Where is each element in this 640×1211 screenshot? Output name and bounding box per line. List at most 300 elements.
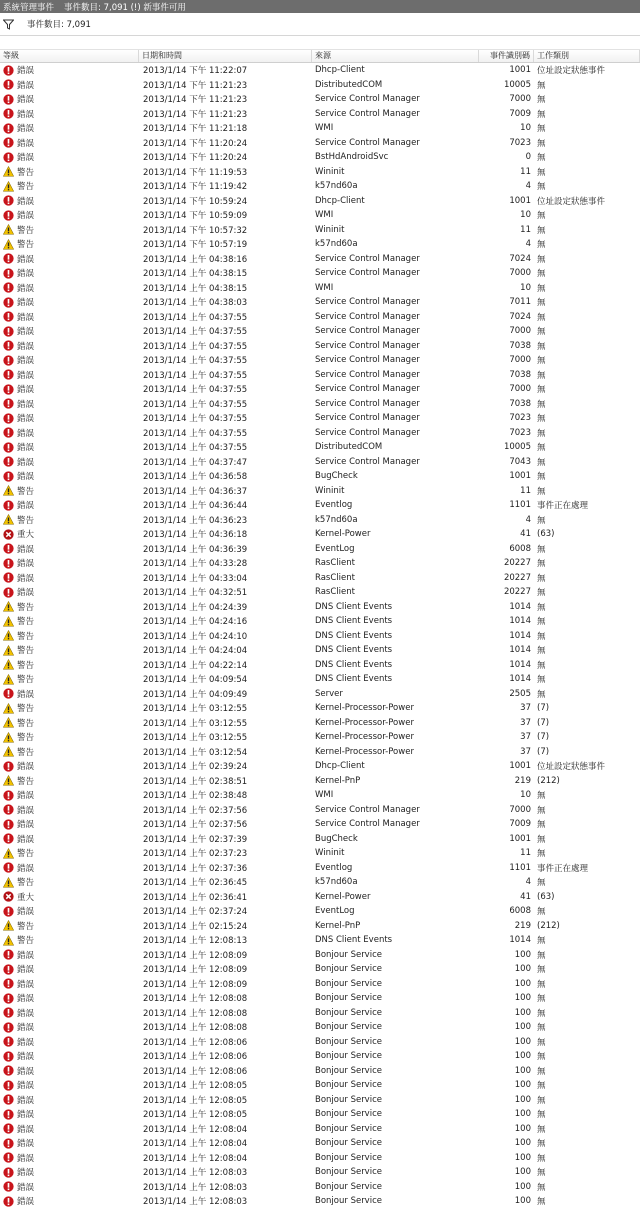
event-id-cell: 7038 — [509, 369, 531, 380]
level-cell — [0, 166, 139, 178]
table-row[interactable] — [0, 571, 640, 586]
task-category-cell: 無 — [537, 1168, 546, 1179]
error-icon — [3, 137, 17, 148]
task-category-cell: 無 — [537, 1052, 546, 1063]
level-label: 錯誤 — [17, 312, 35, 323]
table-row[interactable] — [0, 252, 640, 267]
level-label: 錯誤 — [17, 501, 35, 512]
table-row[interactable] — [0, 759, 640, 774]
task-category-cell: (7) — [537, 717, 550, 728]
date-cell: 2013/1/14 上午 02:38:48 — [143, 791, 248, 802]
source-cell: RasClient — [315, 572, 355, 583]
date-cell: 2013/1/14 上午 04:37:55 — [143, 399, 248, 410]
error-icon — [3, 1007, 17, 1018]
source-cell: Wininit — [315, 166, 345, 177]
error-icon — [3, 268, 17, 279]
task-category-cell: 無 — [537, 820, 546, 831]
date-cell: 2013/1/14 下午 11:21:18 — [143, 124, 248, 135]
table-row[interactable] — [0, 1151, 640, 1166]
level-label: 警告 — [17, 225, 35, 236]
task-category-cell: 無 — [537, 182, 546, 193]
event-id-cell: 1001 — [509, 833, 531, 844]
table-row[interactable] — [0, 962, 640, 977]
table-row[interactable] — [0, 1093, 640, 1108]
level-cell — [0, 311, 139, 323]
task-category-cell: 無 — [537, 269, 546, 280]
event-id-cell: 1001 — [509, 471, 531, 482]
source-cell: Server — [315, 688, 343, 699]
table-row[interactable] — [0, 121, 640, 136]
error-icon — [3, 978, 17, 989]
error-icon — [3, 1138, 17, 1149]
level-label: 警告 — [17, 617, 35, 628]
level-cell — [0, 673, 139, 685]
date-cell: 2013/1/14 上午 04:38:15 — [143, 283, 248, 294]
level-cell — [0, 891, 139, 903]
date-cell: 2013/1/14 上午 04:37:55 — [143, 443, 248, 454]
event-id-cell: 7000 — [509, 268, 531, 279]
task-category-cell: 無 — [537, 1139, 546, 1150]
error-icon — [3, 1065, 17, 1076]
event-id-cell: 0 — [525, 152, 531, 163]
source-cell: Service Control Manager — [315, 804, 420, 815]
source-cell: Bonjour Service — [315, 1152, 382, 1163]
source-cell: Service Control Manager — [315, 297, 420, 308]
warning-icon — [3, 645, 17, 656]
table-row[interactable] — [0, 1165, 640, 1180]
level-cell — [0, 775, 139, 787]
date-cell: 2013/1/14 上午 12:08:03 — [143, 1182, 248, 1193]
critical-icon — [3, 891, 17, 902]
event-id-cell: 1101 — [509, 500, 531, 511]
task-category-cell: 無 — [537, 878, 546, 889]
task-category-cell: 無 — [537, 588, 546, 599]
table-row[interactable] — [0, 324, 640, 339]
table-row[interactable] — [0, 353, 640, 368]
event-id-cell: 7043 — [509, 456, 531, 467]
error-icon — [3, 427, 17, 438]
level-label: 錯誤 — [17, 791, 35, 802]
source-cell: Service Control Manager — [315, 369, 420, 380]
error-icon — [3, 543, 17, 554]
date-cell: 2013/1/14 上午 02:37:23 — [143, 849, 248, 860]
task-category-cell: 無 — [537, 414, 546, 425]
table-row[interactable] — [0, 1122, 640, 1137]
level-label: 警告 — [17, 240, 35, 251]
task-category-cell: 無 — [537, 994, 546, 1005]
error-icon — [3, 906, 17, 917]
level-cell — [0, 1137, 139, 1149]
source-cell: Bonjour Service — [315, 1007, 382, 1018]
column-header-task-category[interactable]: 工作類別 — [534, 50, 640, 62]
table-row[interactable] — [0, 875, 640, 890]
event-id-cell: 20227 — [503, 558, 531, 569]
table-row[interactable] — [0, 788, 640, 803]
level-label: 錯誤 — [17, 327, 35, 338]
task-category-cell: 無 — [537, 153, 546, 164]
date-cell: 2013/1/14 上午 04:37:47 — [143, 457, 248, 468]
table-row[interactable] — [0, 919, 640, 934]
date-cell: 2013/1/14 上午 03:12:55 — [143, 733, 248, 744]
table-row[interactable] — [0, 107, 640, 122]
source-cell: Bonjour Service — [315, 1167, 382, 1178]
date-cell: 2013/1/14 下午 11:22:07 — [143, 66, 248, 77]
level-label: 錯誤 — [17, 1153, 35, 1164]
filter-icon[interactable] — [3, 18, 17, 30]
event-id-cell: 7000 — [509, 804, 531, 815]
level-cell — [0, 630, 139, 642]
error-icon — [3, 1109, 17, 1120]
task-category-cell: 無 — [537, 109, 546, 120]
table-row[interactable] — [0, 904, 640, 919]
event-id-cell: 7024 — [509, 253, 531, 264]
error-icon — [3, 456, 17, 467]
source-cell: k57nd60a — [315, 239, 358, 250]
level-label: 錯誤 — [17, 385, 35, 396]
source-cell: BstHdAndroidSvc — [315, 152, 389, 163]
error-icon — [3, 413, 17, 424]
task-category-cell: (7) — [537, 732, 550, 743]
table-row[interactable] — [0, 745, 640, 760]
date-cell: 2013/1/14 下午 10:57:19 — [143, 240, 248, 251]
task-category-cell: 無 — [537, 240, 546, 251]
error-icon — [3, 442, 17, 453]
date-cell: 2013/1/14 下午 10:59:09 — [143, 211, 248, 222]
event-id-cell: 7023 — [509, 427, 531, 438]
date-cell: 2013/1/14 上午 04:38:03 — [143, 298, 248, 309]
error-icon — [3, 311, 17, 322]
error-icon — [3, 790, 17, 801]
event-id-cell: 1014 — [509, 645, 531, 656]
table-row[interactable] — [0, 484, 640, 499]
error-icon — [3, 993, 17, 1004]
source-cell: Bonjour Service — [315, 1036, 382, 1047]
date-cell: 2013/1/14 下午 10:57:32 — [143, 225, 248, 236]
table-row[interactable] — [0, 948, 640, 963]
table-row[interactable] — [0, 310, 640, 325]
table-row[interactable] — [0, 701, 640, 716]
date-cell: 2013/1/14 上午 04:33:28 — [143, 559, 248, 570]
source-cell: Eventlog — [315, 862, 353, 873]
error-icon — [3, 210, 17, 221]
table-row[interactable] — [0, 730, 640, 745]
table-row[interactable] — [0, 78, 640, 93]
event-id-cell: 11 — [520, 224, 531, 235]
date-cell: 2013/1/14 上午 02:37:36 — [143, 863, 248, 874]
date-cell: 2013/1/14 上午 04:24:39 — [143, 602, 248, 613]
table-row[interactable] — [0, 498, 640, 513]
level-label: 錯誤 — [17, 1081, 35, 1092]
table-row[interactable] — [0, 397, 640, 412]
column-header-event-id[interactable]: 事件識別碼 — [479, 50, 534, 62]
level-label: 錯誤 — [17, 689, 35, 700]
error-icon — [3, 1080, 17, 1091]
task-category-cell: 無 — [537, 1095, 546, 1106]
source-cell: WMI — [315, 790, 334, 801]
task-category-cell: 無 — [537, 283, 546, 294]
table-row[interactable] — [0, 368, 640, 383]
source-cell: DistributedCOM — [315, 442, 383, 453]
task-category-cell: 無 — [537, 573, 546, 584]
event-id-cell: 7038 — [509, 398, 531, 409]
level-cell — [0, 296, 139, 308]
level-label: 警告 — [17, 936, 35, 947]
task-category-cell: (212) — [537, 775, 560, 786]
source-cell: DNS Client Events — [315, 674, 393, 685]
error-icon — [3, 108, 17, 119]
date-cell: 2013/1/14 上午 12:08:09 — [143, 950, 248, 961]
warning-icon — [3, 746, 17, 757]
filter-bar — [0, 13, 640, 36]
table-row[interactable] — [0, 933, 640, 948]
window-status: 事件數目: 7,091 (!) 新事件可用 — [64, 2, 186, 13]
error-icon — [3, 1051, 17, 1062]
level-cell — [0, 398, 139, 410]
date-cell: 2013/1/14 上午 04:24:16 — [143, 617, 248, 628]
event-id-cell: 6008 — [509, 543, 531, 554]
table-row[interactable] — [0, 658, 640, 673]
table-row[interactable] — [0, 92, 640, 107]
table-row[interactable] — [0, 1035, 640, 1050]
event-id-cell: 7024 — [509, 311, 531, 322]
level-label: 錯誤 — [17, 153, 35, 164]
event-id-cell: 11 — [520, 485, 531, 496]
source-cell: Kernel-PnP — [315, 920, 361, 931]
date-cell: 2013/1/14 上午 12:08:05 — [143, 1110, 248, 1121]
level-label: 警告 — [17, 921, 35, 932]
level-cell — [0, 804, 139, 816]
task-category-cell: 事件正在處理 — [537, 501, 589, 512]
table-row[interactable] — [0, 295, 640, 310]
event-id-cell: 100 — [514, 1196, 531, 1207]
table-row[interactable] — [0, 136, 640, 151]
table-row[interactable] — [0, 542, 640, 557]
level-label: 警告 — [17, 182, 35, 193]
table-row[interactable] — [0, 165, 640, 180]
task-category-cell: (63) — [537, 891, 555, 902]
table-row[interactable] — [0, 1107, 640, 1122]
task-category-cell: 無 — [537, 1066, 546, 1077]
task-category-cell: 無 — [537, 298, 546, 309]
table-row[interactable] — [0, 643, 640, 658]
level-cell — [0, 369, 139, 381]
task-category-cell: 無 — [537, 1153, 546, 1164]
level-cell — [0, 224, 139, 236]
event-id-cell: 100 — [514, 1080, 531, 1091]
level-cell — [0, 195, 139, 207]
event-id-cell: 37 — [520, 732, 531, 743]
table-row[interactable] — [0, 281, 640, 296]
table-row[interactable] — [0, 208, 640, 223]
level-label: 錯誤 — [17, 370, 35, 381]
table-row[interactable] — [0, 991, 640, 1006]
level-label: 錯誤 — [17, 457, 35, 468]
table-row[interactable] — [0, 1136, 640, 1151]
error-icon — [3, 79, 17, 90]
event-id-cell: 1014 — [509, 616, 531, 627]
error-icon — [3, 1196, 17, 1207]
level-label: 錯誤 — [17, 805, 35, 816]
source-cell: BugCheck — [315, 471, 358, 482]
source-cell: DNS Client Events — [315, 630, 393, 641]
level-cell — [0, 108, 139, 120]
task-category-cell: 無 — [537, 617, 546, 628]
level-cell — [0, 905, 139, 917]
table-row[interactable] — [0, 382, 640, 397]
table-row[interactable] — [0, 614, 640, 629]
level-label: 重大 — [17, 892, 35, 903]
source-cell: Service Control Manager — [315, 427, 420, 438]
date-cell: 2013/1/14 上午 02:15:24 — [143, 921, 248, 932]
table-row[interactable] — [0, 455, 640, 470]
level-label: 錯誤 — [17, 356, 35, 367]
level-cell — [0, 325, 139, 337]
source-cell: Bonjour Service — [315, 1196, 382, 1207]
level-cell — [0, 180, 139, 192]
level-cell — [0, 1036, 139, 1048]
table-row[interactable] — [0, 63, 640, 78]
source-cell: Bonjour Service — [315, 1065, 382, 1076]
table-row[interactable] — [0, 527, 640, 542]
table-row[interactable] — [0, 716, 640, 731]
column-header — [0, 49, 640, 63]
task-category-cell: 無 — [537, 138, 546, 149]
level-label: 錯誤 — [17, 428, 35, 439]
table-row[interactable] — [0, 411, 640, 426]
table-row[interactable] — [0, 1049, 640, 1064]
source-cell: Service Control Manager — [315, 137, 420, 148]
task-category-cell: 無 — [537, 559, 546, 570]
task-category-cell: 無 — [537, 1182, 546, 1193]
event-id-cell: 1014 — [509, 659, 531, 670]
level-cell — [0, 1181, 139, 1193]
table-row[interactable] — [0, 266, 640, 281]
task-category-cell: 無 — [537, 225, 546, 236]
table-row[interactable] — [0, 687, 640, 702]
error-icon — [3, 1181, 17, 1192]
table-row[interactable] — [0, 426, 640, 441]
task-category-cell: 無 — [537, 1037, 546, 1048]
level-cell — [0, 1152, 139, 1164]
level-label: 錯誤 — [17, 254, 35, 265]
error-icon — [3, 94, 17, 105]
source-cell: Service Control Manager — [315, 456, 420, 467]
event-id-cell: 100 — [514, 1138, 531, 1149]
event-id-cell: 37 — [520, 703, 531, 714]
table-row[interactable] — [0, 803, 640, 818]
table-row[interactable] — [0, 1180, 640, 1195]
table-row[interactable] — [0, 1194, 640, 1209]
date-cell: 2013/1/14 上午 12:08:06 — [143, 1066, 248, 1077]
table-row[interactable] — [0, 223, 640, 238]
table-row[interactable] — [0, 600, 640, 615]
date-cell: 2013/1/14 上午 04:37:55 — [143, 414, 248, 425]
level-label: 錯誤 — [17, 1110, 35, 1121]
table-row[interactable] — [0, 513, 640, 528]
source-cell: DNS Client Events — [315, 601, 393, 612]
warning-icon — [3, 920, 17, 931]
level-label: 錯誤 — [17, 443, 35, 454]
table-row[interactable] — [0, 150, 640, 165]
source-cell: BugCheck — [315, 833, 358, 844]
table-row[interactable] — [0, 179, 640, 194]
task-category-cell: 無 — [537, 936, 546, 947]
date-cell: 2013/1/14 上午 02:39:24 — [143, 762, 248, 773]
level-label: 錯誤 — [17, 1124, 35, 1135]
table-row[interactable] — [0, 237, 640, 252]
level-cell — [0, 992, 139, 1004]
column-header-source[interactable]: 來源 — [312, 50, 479, 62]
date-cell: 2013/1/14 上午 12:08:04 — [143, 1124, 248, 1135]
table-row[interactable] — [0, 469, 640, 484]
source-cell: Kernel-Power — [315, 891, 371, 902]
level-cell — [0, 760, 139, 772]
table-row[interactable] — [0, 890, 640, 905]
table-row[interactable] — [0, 774, 640, 789]
task-category-cell: 無 — [537, 515, 546, 526]
source-cell: Bonjour Service — [315, 949, 382, 960]
table-row[interactable] — [0, 1006, 640, 1021]
table-row[interactable] — [0, 817, 640, 832]
table-row[interactable] — [0, 861, 640, 876]
level-cell — [0, 789, 139, 801]
table-row[interactable] — [0, 440, 640, 455]
task-category-cell: 無 — [537, 312, 546, 323]
table-row[interactable] — [0, 1020, 640, 1035]
task-category-cell: 無 — [537, 1081, 546, 1092]
column-header-date[interactable]: 日期和時間 — [139, 50, 312, 62]
event-id-cell: 100 — [514, 949, 531, 960]
level-label: 錯誤 — [17, 472, 35, 483]
table-row[interactable] — [0, 846, 640, 861]
column-header-level[interactable]: 等級 — [0, 50, 139, 62]
table-row[interactable] — [0, 585, 640, 600]
level-label: 警告 — [17, 747, 35, 758]
table-row[interactable] — [0, 672, 640, 687]
table-row[interactable] — [0, 194, 640, 209]
level-label: 警告 — [17, 631, 35, 642]
date-cell: 2013/1/14 上午 04:32:51 — [143, 588, 248, 599]
source-cell: Kernel-Processor-Power — [315, 703, 414, 714]
task-category-cell: 無 — [537, 1110, 546, 1121]
event-id-cell: 1014 — [509, 630, 531, 641]
date-cell: 2013/1/14 上午 04:38:15 — [143, 269, 248, 280]
warning-icon — [3, 166, 17, 177]
error-icon — [3, 949, 17, 960]
date-cell: 2013/1/14 上午 12:08:08 — [143, 1023, 248, 1034]
level-cell — [0, 93, 139, 105]
level-label: 錯誤 — [17, 1182, 35, 1193]
task-category-cell: 無 — [537, 370, 546, 381]
source-cell: Service Control Manager — [315, 268, 420, 279]
event-id-cell: 100 — [514, 1036, 531, 1047]
table-row[interactable] — [0, 977, 640, 992]
level-label: 錯誤 — [17, 834, 35, 845]
date-cell: 2013/1/14 上午 04:36:39 — [143, 544, 248, 555]
table-row[interactable] — [0, 629, 640, 644]
level-cell — [0, 427, 139, 439]
event-id-cell: 7009 — [509, 108, 531, 119]
level-cell — [0, 1021, 139, 1033]
level-label: 錯誤 — [17, 66, 35, 77]
table-row[interactable] — [0, 832, 640, 847]
table-row[interactable] — [0, 339, 640, 354]
table-row[interactable] — [0, 556, 640, 571]
table-row[interactable] — [0, 1064, 640, 1079]
table-row[interactable] — [0, 1078, 640, 1093]
level-label: 錯誤 — [17, 138, 35, 149]
error-icon — [3, 384, 17, 395]
